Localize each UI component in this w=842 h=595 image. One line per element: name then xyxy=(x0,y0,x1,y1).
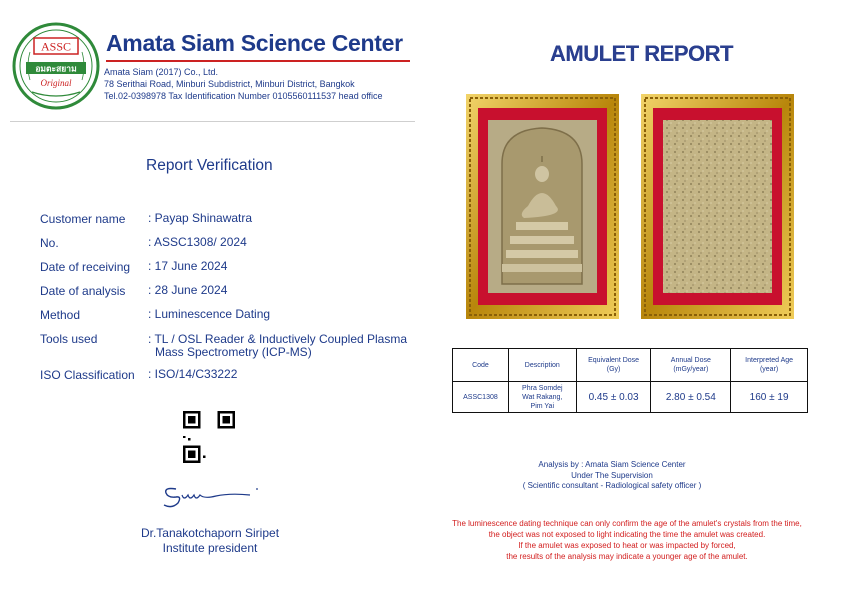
address-line: Amata Siam (2017) Co., Ltd. xyxy=(104,67,219,77)
amulet-report-title: AMULET REPORT xyxy=(550,41,733,66)
analysis-line: Analysis by : Amata Siam Science Center xyxy=(538,460,686,469)
method-value: : Luminescence Dating xyxy=(148,307,271,321)
customer-name-value: : Payap Shinawatra xyxy=(148,211,253,225)
date-analysis-label: Date of analysis xyxy=(40,284,126,298)
header-interpreted-age: Interpreted Age (year) xyxy=(731,349,808,382)
header-description: Description xyxy=(508,349,576,382)
signer-name: Dr.Tanakotchaporn Siripet xyxy=(140,526,280,540)
iso-classification-label: ISO Classification xyxy=(40,368,135,382)
disclaimer-line: The luminescence dating technique can only confirm the age of the amulet's crystals from the time, xyxy=(452,519,802,528)
table-row xyxy=(453,382,808,413)
assc-logo xyxy=(12,22,100,110)
date-analysis-value: : 28 June 2024 xyxy=(148,283,228,297)
tools-used-line: Mass Spectrometry (ICP-MS) xyxy=(155,345,312,359)
results-table xyxy=(452,348,808,413)
disclaimer-line: the results of the analysis may indicate a younger age of the amulet. xyxy=(506,552,748,561)
cell-age: 160 ± 19 xyxy=(731,382,808,413)
address-line: 78 Serithai Road, Minburi Subdistrict, Minburi District, Bangkok xyxy=(104,79,355,89)
header-red-rule xyxy=(106,60,410,62)
tools-used-label: Tools used xyxy=(40,332,98,346)
signature xyxy=(160,483,264,509)
date-receiving-value: : 17 June 2024 xyxy=(148,259,228,273)
svg-text:ASSC: ASSC xyxy=(40,39,72,54)
cell-equivalent-dose: 0.45 ± 0.03 xyxy=(576,382,651,413)
disclaimer-line: the object was not exposed to light indicating the time the amulet was created. xyxy=(488,530,766,539)
analysis-line: Under The Supervision xyxy=(571,470,653,480)
report-no-label: No. xyxy=(40,236,59,250)
table-header-row xyxy=(453,349,808,382)
company-address xyxy=(104,66,383,102)
amulet-front-photo xyxy=(466,94,619,319)
disclaimer xyxy=(420,518,834,562)
signer-block xyxy=(110,526,310,556)
method-label: Method xyxy=(40,308,81,322)
date-receiving-label: Date of receiving xyxy=(40,260,131,274)
customer-name-label: Customer name xyxy=(40,212,126,226)
header-divider xyxy=(10,121,415,122)
company-name: Amata Siam Science Center xyxy=(106,30,403,56)
cell-annual-dose: 2.80 ± 0.54 xyxy=(651,382,731,413)
report-no-value: : ASSC1308/ 2024 xyxy=(148,235,247,249)
header-equivalent-dose: Equivalent Dose (Gy) xyxy=(576,349,651,382)
svg-text:อมตะสยาม: อมตะสยาม xyxy=(35,64,77,75)
tools-used-line: : TL / OSL Reader & Inductively Coupled Plasma xyxy=(148,332,408,346)
cell-code: ASSC1308 xyxy=(453,382,509,413)
iso-classification-value: : ISO/14/C33222 xyxy=(148,367,238,381)
tools-used-value xyxy=(148,333,407,359)
report-verification-title: Report Verification xyxy=(146,157,273,174)
cell-description: Phra Somdej Wat Rakang, Pim Yai xyxy=(508,382,576,413)
address-line: Tel.02-0398978 Tax Identification Number 0105560111537 head office xyxy=(104,91,383,101)
header-code: Code xyxy=(453,349,509,382)
qr-code[interactable] xyxy=(183,411,235,463)
analysis-line: ( Scientific consultant - Radiological safety officer ) xyxy=(522,481,702,490)
amulet-back-photo xyxy=(641,94,794,319)
analysis-note xyxy=(482,460,742,492)
signer-position: Institute president xyxy=(162,541,258,555)
svg-text:Original: Original xyxy=(40,78,72,88)
disclaimer-line: If the amulet was exposed to heat or was impacted by forced, xyxy=(518,541,736,550)
header-annual-dose: Annual Dose (mGy/year) xyxy=(651,349,731,382)
